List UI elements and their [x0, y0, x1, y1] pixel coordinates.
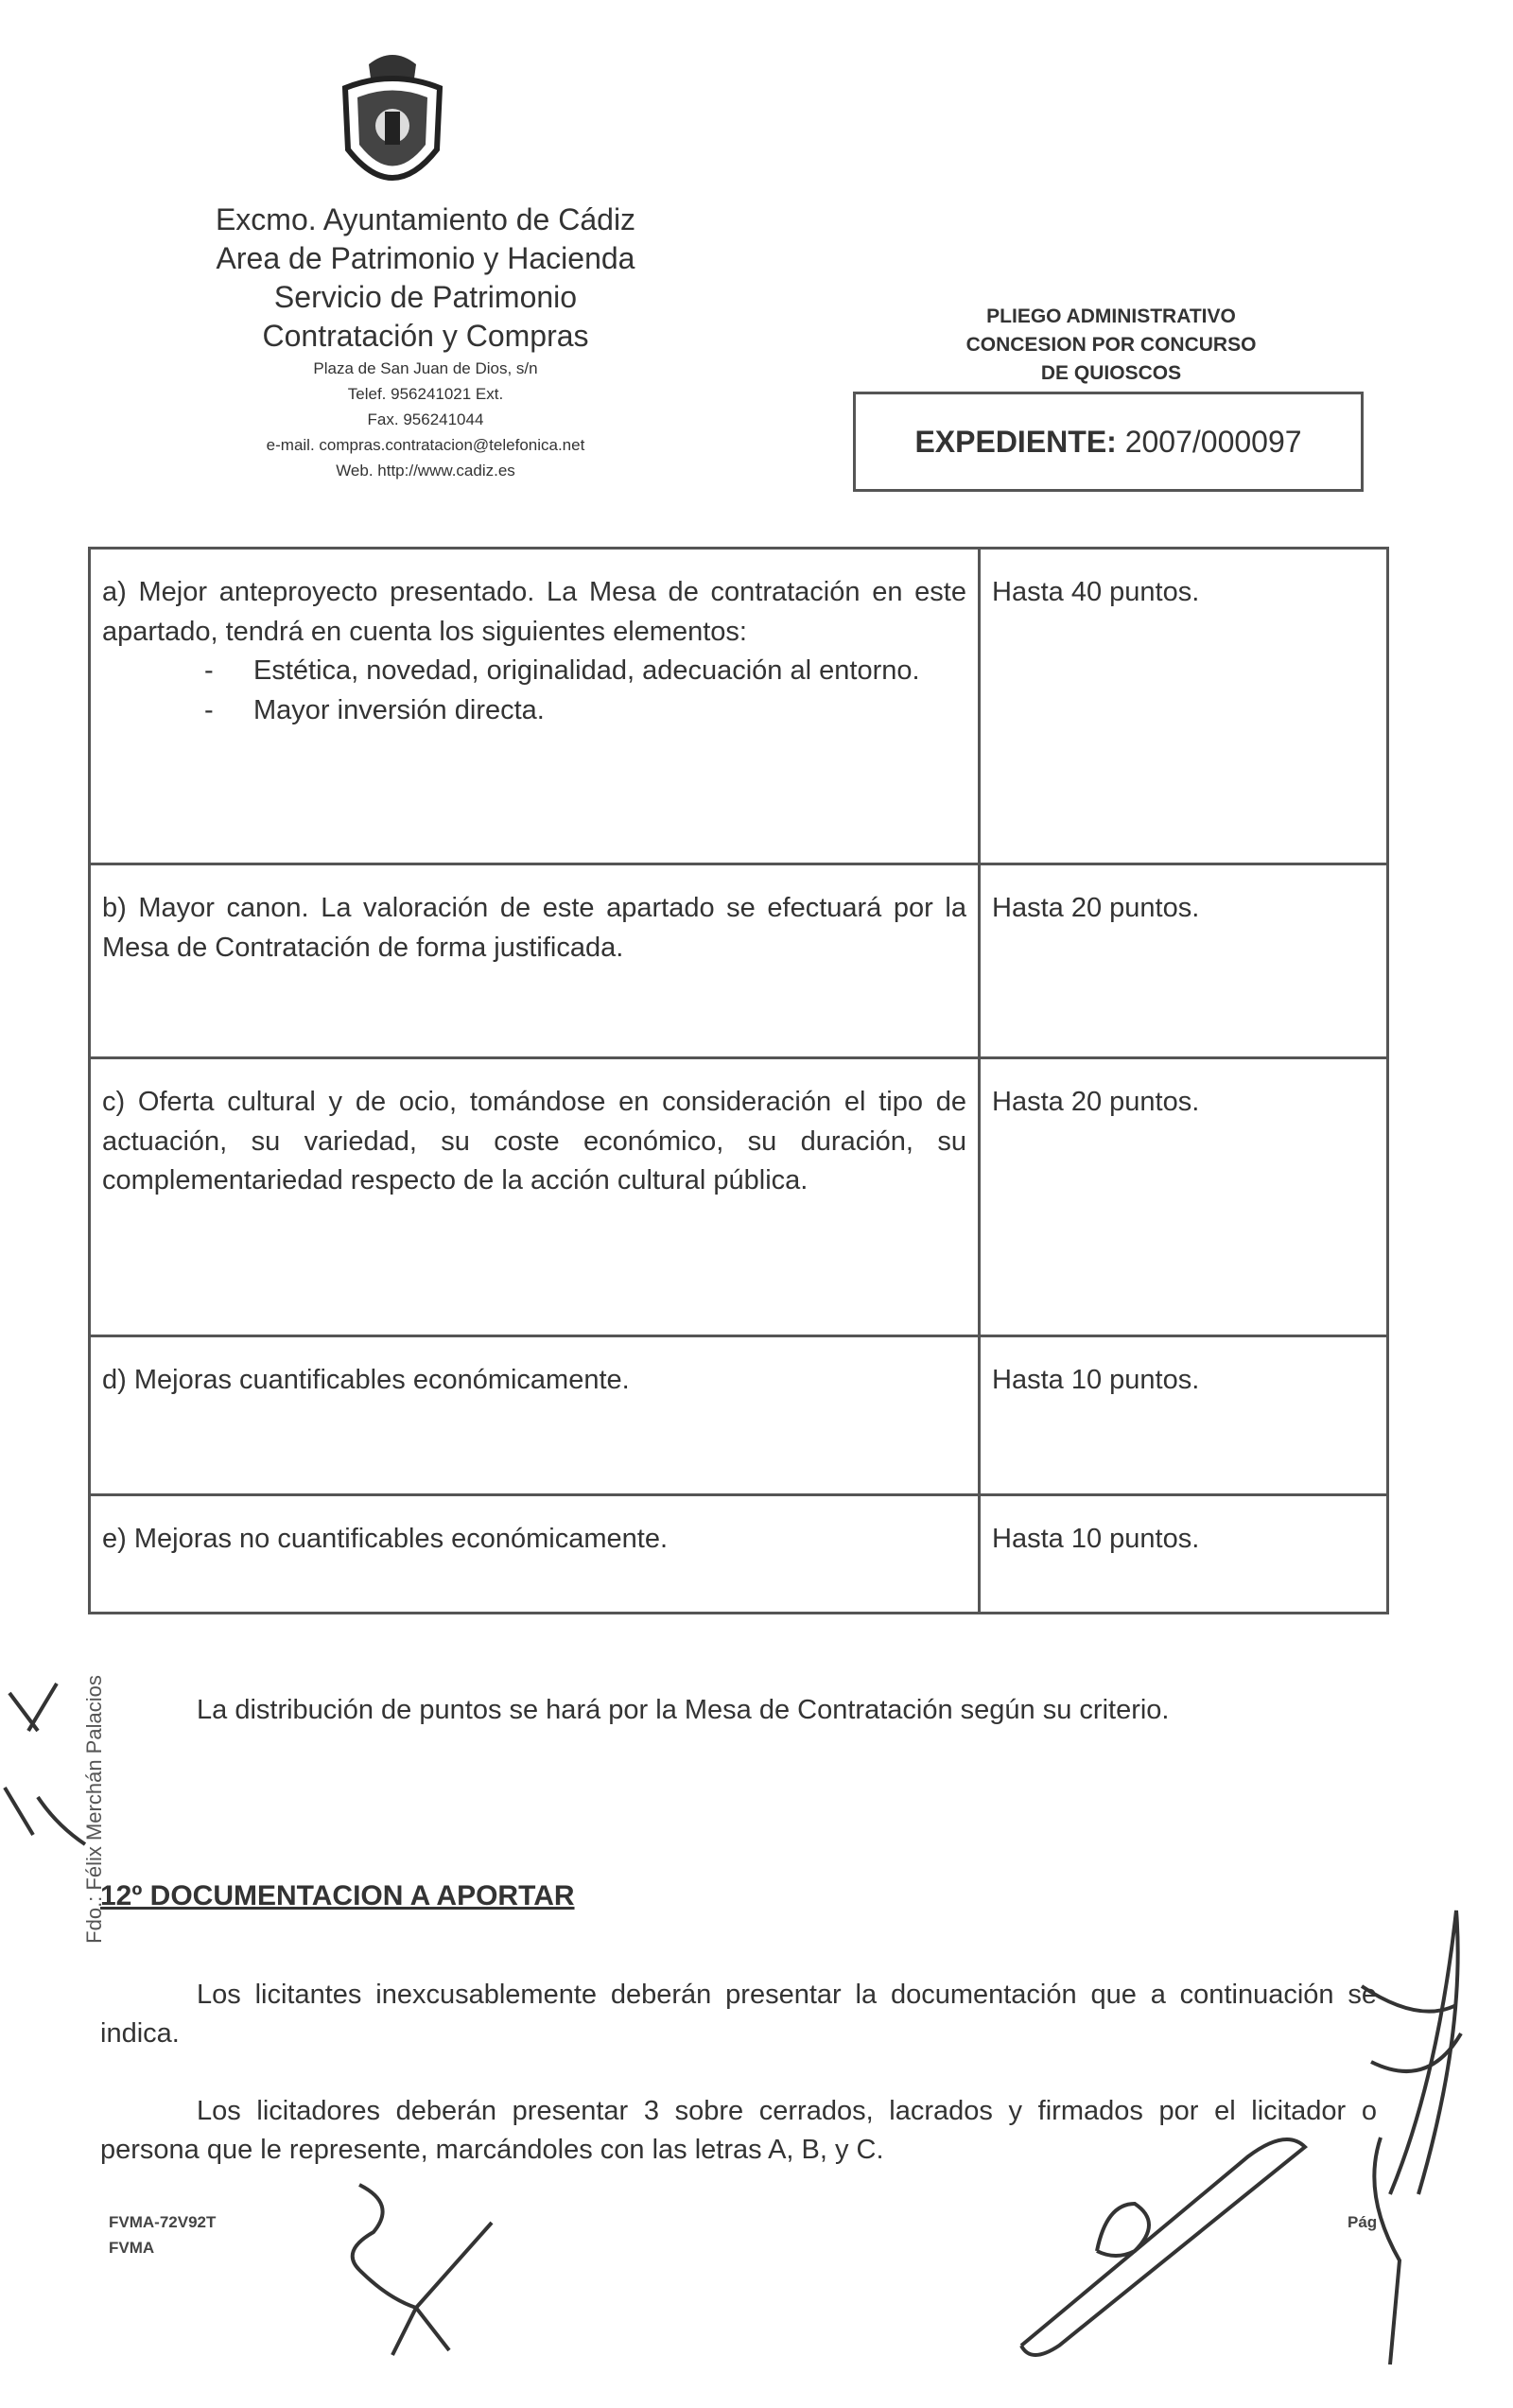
envelopes-paragraph: Los licitadores deberán presentar 3 sobre cerrados, lacrados y firmados por el licitador o persona que le represente, marcándoles con las letras A, B, y C.: [100, 2096, 1377, 2165]
doc-type-line: PLIEGO ADMINISTRATIVO: [986, 305, 1236, 327]
distribution-paragraph: La distribución de puntos se hará por la Mesa de Contratación según su criterio.: [197, 1695, 1170, 1725]
points-cell: Hasta 20 puntos.: [980, 1058, 1388, 1336]
list-item: - Mayor inversión directa.: [253, 691, 966, 731]
footer-code: FVMA: [109, 2239, 155, 2257]
contact-fax: Fax. 956241044: [367, 410, 484, 428]
signature-note: Fdo.: Félix Merchán Palacios: [82, 1675, 106, 1944]
footer-code: FVMA-72V92T: [109, 2213, 217, 2231]
contact-email: e-mail. compras.contratacion@telefonica.net: [266, 436, 585, 454]
criterion-cell: c) Oferta cultural y de ocio, tomándose en consideración el tipo de actuación, su variedad, su coste económico, su duración, su complementariedad respecto de la acción cultural pública.: [90, 1058, 980, 1336]
criterion-text: a) Mejor anteproyecto presentado. La Mesa de contratación en este apartado, tendrá en cuenta los siguientes elementos:: [102, 577, 966, 647]
institution-line: Excmo. Ayuntamiento de Cádiz: [215, 202, 636, 236]
contact-address: Plaza de San Juan de Dios, s/n: [313, 359, 538, 377]
criterion-cell: b) Mayor canon. La valoración de este apartado se efectuará por la Mesa de Contratación de forma justificada.: [90, 864, 980, 1058]
doc-type-line: CONCESION POR CONCURSO: [965, 334, 1257, 356]
expediente-value: 2007/000097: [1124, 424, 1302, 459]
section-heading: 12º DOCUMENTACION A APORTAR: [100, 1880, 575, 1911]
institution-line: Contratación y Compras: [262, 319, 589, 353]
contact-web: Web. http://www.cadiz.es: [336, 462, 515, 480]
expediente-label: EXPEDIENTE:: [914, 424, 1117, 459]
contact-phone: Telef. 956241021 Ext.: [347, 385, 504, 403]
points-cell: Hasta 10 puntos.: [980, 1495, 1388, 1614]
page-label: Pág: [1348, 2213, 1378, 2231]
criterion-cell: e) Mejoras no cuantificables económicamente.: [90, 1495, 980, 1614]
documentation-paragraph: Los licitantes inexcusablemente deberán presentar la documentación que a continuación se indica.: [100, 1980, 1377, 2049]
institution-line: Area de Patrimonio y Hacienda: [216, 241, 635, 275]
points-cell: Hasta 20 puntos.: [980, 864, 1388, 1058]
points-cell: Hasta 10 puntos.: [980, 1336, 1388, 1495]
doc-type-line: DE QUIOSCOS: [1040, 362, 1182, 384]
institution-line: Servicio de Patrimonio: [273, 280, 578, 314]
points-cell: Hasta 40 puntos.: [980, 549, 1388, 864]
list-item: - Estética, novedad, originalidad, adecuación al entorno.: [253, 652, 966, 691]
criterion-cell: d) Mejoras cuantificables económicamente.: [90, 1336, 980, 1495]
